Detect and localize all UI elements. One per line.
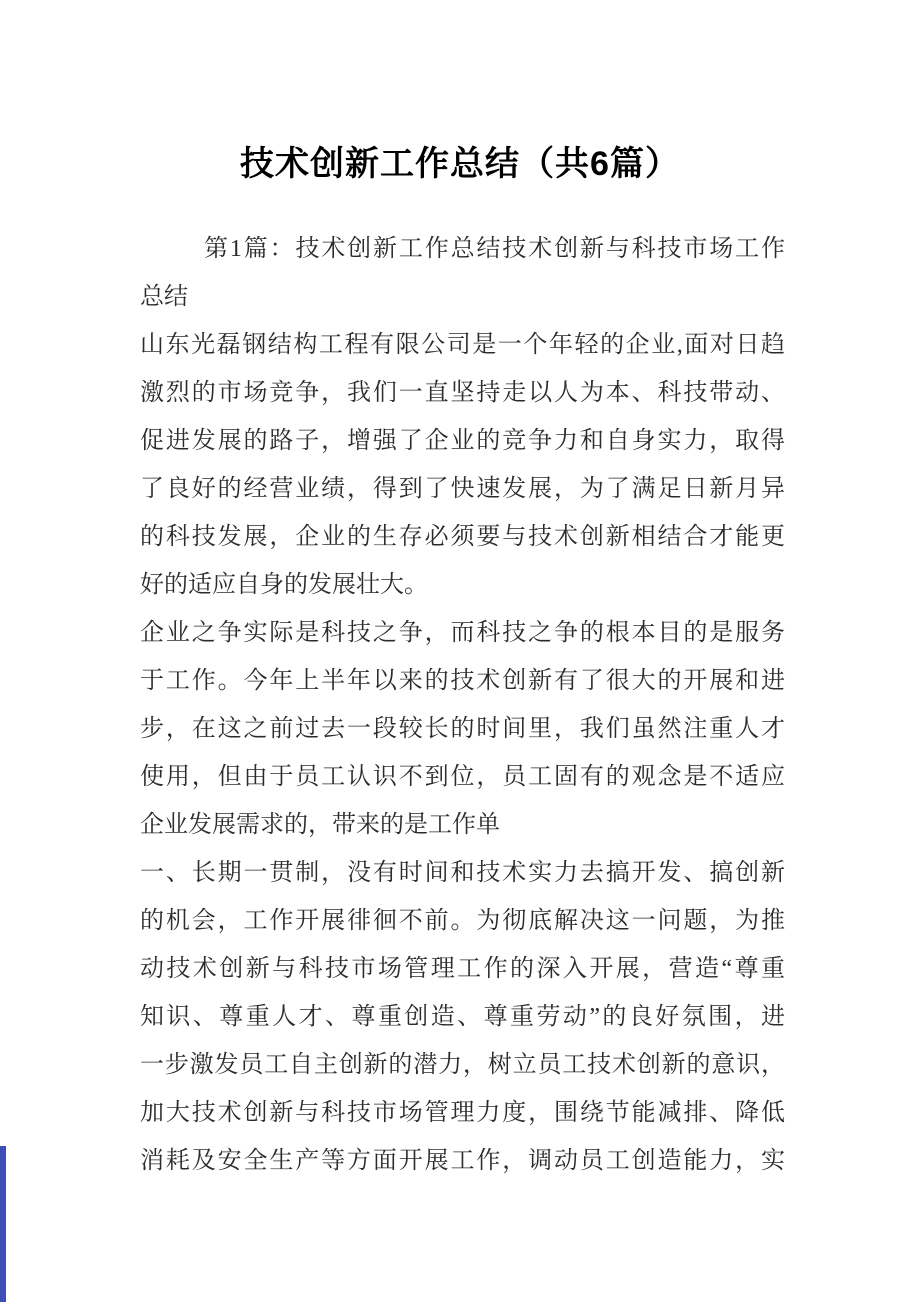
- document-line: 步，在这之前过去一段较长的时间里，我们虽然注重人才: [140, 716, 785, 742]
- document-line: 消耗及安全生产等方面开展工作，调动员工创造能力，实: [140, 1148, 785, 1174]
- document-line: 一、长期一贯制，没有时间和技术实力去搞开发、搞创新: [140, 860, 785, 886]
- document-line: 知识、尊重人才、尊重创造、尊重劳动”的良好氛围，进: [140, 1004, 785, 1030]
- document-line: 企业之争实际是科技之争，而科技之争的根本目的是服务: [140, 620, 785, 646]
- document-line: 促进发展的路子，增强了企业的竞争力和自身实力，取得: [140, 428, 785, 454]
- document-line: 企业发展需求的，带来的是工作单: [140, 812, 500, 838]
- document-line: 的科技发展，企业的生存必须要与技术创新相结合才能更: [140, 524, 785, 550]
- left-edge-accent-stripe: [0, 1146, 6, 1302]
- document-line: 加大技术创新与科技市场管理力度，围绕节能减排、降低: [140, 1100, 785, 1126]
- document-line: 使用，但由于员工认识不到位，员工固有的观念是不适应: [140, 764, 785, 790]
- document-line: 一步激发员工自主创新的潜力，树立员工技术创新的意识，: [140, 1052, 785, 1078]
- document-line: 的机会，工作开展徘徊不前。为彻底解决这一问题，为推: [140, 908, 785, 934]
- document-line: 激烈的市场竞争，我们一直坚持走以人为本、科技带动、: [140, 380, 785, 406]
- document-line: 了良好的经营业绩，得到了快速发展，为了满足日新月异: [140, 476, 785, 502]
- document-line: 于工作。今年上半年以来的技术创新有了很大的开展和进: [140, 668, 785, 694]
- document-line: 第1篇：技术创新工作总结技术创新与科技市场工作: [204, 236, 785, 262]
- document-line: 好的适应自身的发展壮大。: [140, 572, 428, 598]
- document-line: 总结: [140, 284, 188, 310]
- document-line: 动技术创新与科技市场管理工作的深入开展，营造“尊重: [140, 956, 785, 982]
- document-title: 技术创新工作总结（共6篇）: [240, 145, 680, 183]
- document-line: 山东光磊钢结构工程有限公司是一个年轻的企业,面对日趋: [140, 332, 785, 358]
- document-body: [140, 225, 785, 1185]
